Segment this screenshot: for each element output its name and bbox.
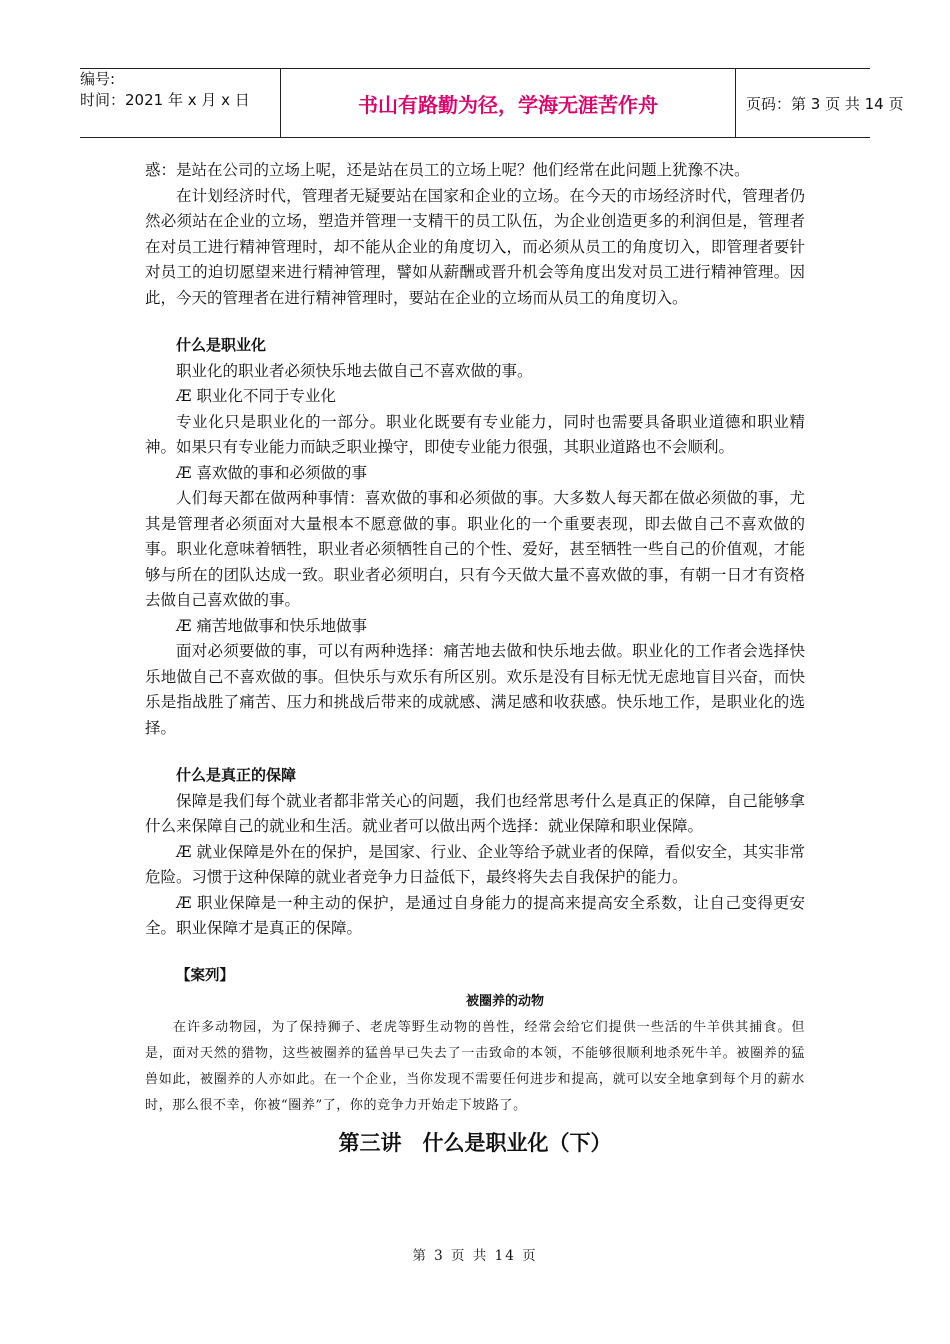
section-heading: 什么是真正的保障 xyxy=(176,766,297,784)
paragraph: 职业化的职业者必须快乐地去做自己不喜欢做的事。 xyxy=(176,361,533,380)
paragraph: Æ 就业保障是外在的保护，是国家、行业、企业等给予就业者的保障，看似安全，其实非常危险。习惯于这种保障的就业者竞争力日益低下，最终将失去自我保护的能力。 xyxy=(145,842,805,886)
case-paragraph: 在许多动物园，为了保持狮子、老虎等野生动物的兽性，经常会给它们提供一些活的牛羊供其捕食。但是，面对天然的猎物，这些被圈养的猛兽早已失去了一击致命的本领，不能够很顺利地杀死牛羊。被圈养的猛兽如此，被圈养的人亦如此。在一个企业，当你发现不需要任何进步和提高，就可以安全地拿到每个月的薪水时，那么很不幸，你被“圈养”了，你的竞争力开始走下坡路了。 xyxy=(145,1019,805,1113)
header-meta xyxy=(80,69,280,137)
paragraph: Æ 职业保障是一种主动的保护，是通过自身能力的提高来提高安全系数，让自己变得更安全。职业保障才是真正的保障。 xyxy=(145,893,805,937)
page-footer: 第 3 页 共 14 页 xyxy=(412,1248,538,1264)
bullet-subheading: Æ 痛苦地做事和快乐地做事 xyxy=(176,616,367,635)
paragraph: 惑：是站在公司的立场上呢，还是站在员工的立场上呢？他们经常在此问题上犹豫不决。 xyxy=(145,161,750,179)
bullet-subheading: Æ 职业化不同于专业化 xyxy=(176,387,336,405)
paragraph: 专业化只是职业化的一部分。职业化既要有专业能力，同时也需要具备职业道德和职业精神。如果只有专业能力而缺乏职业操守，即使专业能力很强，其职业道路也不会顺利。 xyxy=(145,412,805,456)
section-heading: 什么是职业化 xyxy=(176,336,267,354)
paragraph: 保障是我们每个就业者都非常关心的问题，我们也经常思考什么是真正的保障，自己能够拿什么来保障自己的就业和生活。就业者可以做出两个选择：就业保障和职业保障。 xyxy=(145,791,805,835)
case-label: 【案列】 xyxy=(176,967,234,984)
paragraph: 在计划经济时代，管理者无疑要站在国家和企业的立场。在今天的市场经济时代，管理者仍然必须站在企业的立场，塑造并管理一支精干的员工队伍，为企业创造更多的利润但是，管理者在对员工进行精神管理时，却不能从企业的角度切入，而必须从员工的角度切入，即管理者要针对员工的迫切愿望来进行精神管理，譬如从薪酬或晋升机会等角度出发对员工进行精神管理。因此，今天的管理者在进行精神管理时，要站在企业的立场而从员工的角度切入。 xyxy=(145,186,805,307)
paragraph: 人们每天都在做两种事情：喜欢做的事和必须做的事。大多数人每天都在做必须做的事，尤其是管理者必须面对大量根本不愿意做的事。职业化的一个重要表现，即去做自己不喜欢做的事。职业化意味着牺牲，职业者必须牺牲自己的个性、爱好，甚至牺牲一些自己的价值观，才能够与所在的团队达成一致。职业者必须明白，只有今天做大量不喜欢做的事，有朝一日才有资格去做自己喜欢做的事。 xyxy=(145,489,805,609)
paragraph: 面对必须要做的事，可以有两种选择：痛苦地去做和快乐地去做。职业化的工作者会选择快乐地做自己不喜欢做的事。但快乐与欢乐有所区别。欢乐是没有目标无忧无虑地盲目兴奋，而快乐是指战胜了痛苦、压力和挑战后带来的成就感、满足感和收获感。快乐地工作，是职业化的选择。 xyxy=(145,642,805,737)
header-page-number: 页码：第 3 页 共 14 页 xyxy=(746,94,904,113)
lecture-title: 第三讲 什么是职业化（下） xyxy=(338,1130,612,1155)
header-motto: 书山有路勤为径，学海无涯苦作舟 xyxy=(358,92,658,117)
document-date-label: 时间：2021 年 x 月 x 日 xyxy=(80,91,250,109)
bullet-subheading: Æ 喜欢做的事和必须做的事 xyxy=(176,463,367,482)
document-body xyxy=(145,158,805,1161)
document-number-label: 编号: xyxy=(80,70,116,88)
case-title: 被圈养的动物 xyxy=(465,993,544,1009)
page-header xyxy=(80,68,904,138)
header-motto-cell xyxy=(280,69,736,137)
